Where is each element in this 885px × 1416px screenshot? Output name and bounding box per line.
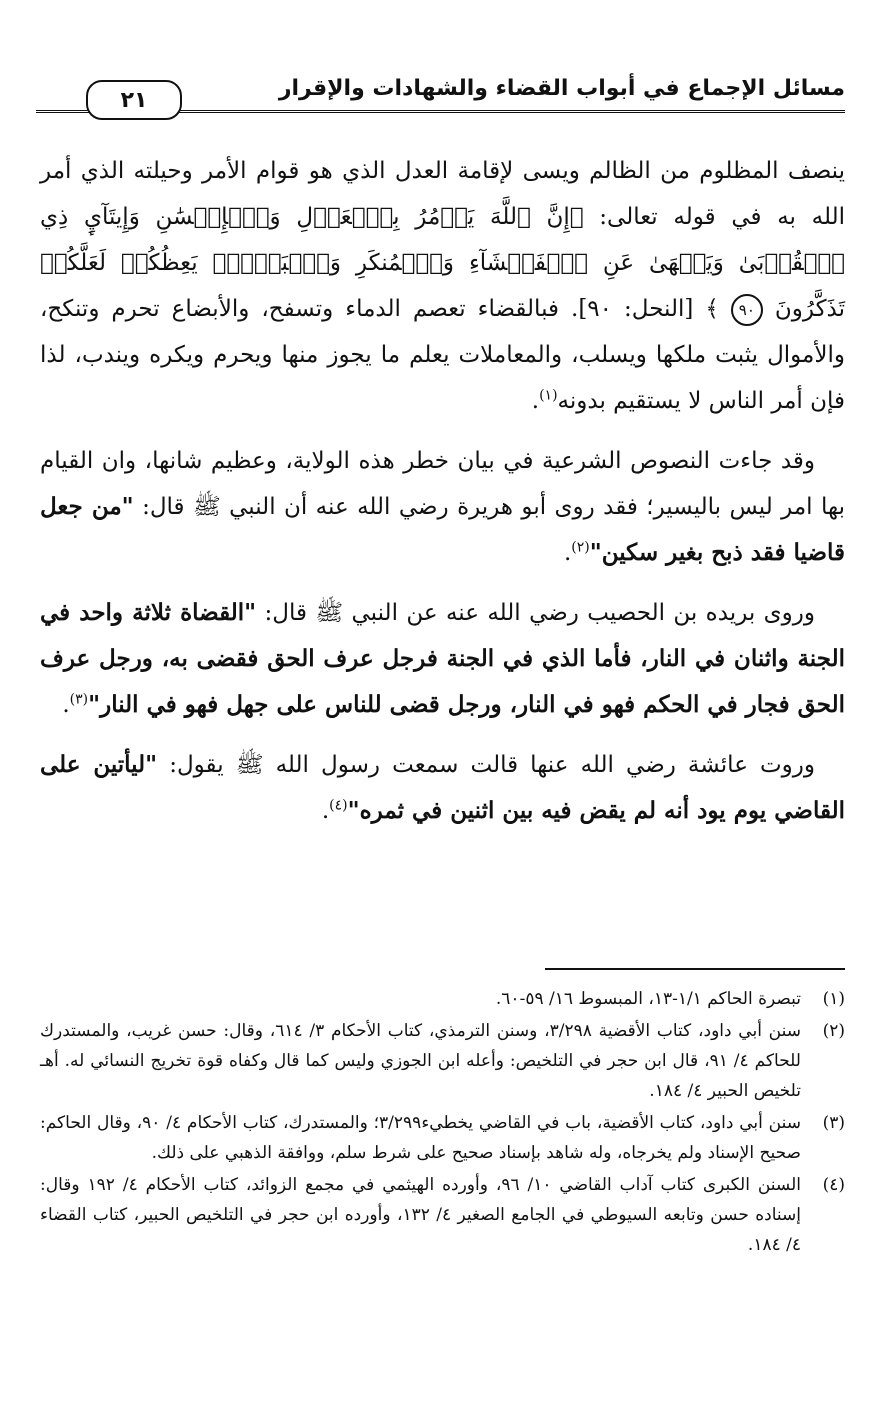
ayah-number-marker: ٩٠ bbox=[731, 294, 763, 326]
footnote-ref-1: (١) bbox=[539, 387, 558, 404]
paragraph-1-text: ينصف المظلوم من الظالم ويسى لإقامة العدل الذي هو قوام الأمر وحيلته الذي أمر الله به في قوله تعالى: ﴿إِنَّ ٱللَّهَ يَأۡمُرُ بِٱلۡعَدۡلِ وَٱلۡإِحۡسَٰنِ وَإِيتَآيِٕ ذِي ٱلۡقُرۡبَىٰ وَيَنۡهَىٰ عَنِ ٱلۡفَحۡشَآءِ وَٱلۡمُنكَرِ وَٱلۡبَغۡيِۚ يَعِظُكُمۡ لَعَلَّكُمۡ تَذَكَّرُونَ bbox=[40, 158, 845, 322]
hadith-quote-1: "من جعل قاضيا فقد ذبح بغير سكين" bbox=[40, 493, 845, 566]
footnote-text: تبصرة الحاكم ١/١-١٣، المبسوط ١٦/ ٥٩-٦٠. bbox=[495, 989, 801, 1009]
running-title: مسائل الإجماع في أبواب القضاء والشهادات والإقرار bbox=[278, 76, 845, 101]
hadith-quote-3: "ليأتين على القاضي يوم يود أنه لم يقض فيه بين اثنين في ثمره" bbox=[40, 751, 845, 824]
footnote-item bbox=[40, 1170, 845, 1260]
footnote-ref-2: (٢) bbox=[571, 539, 590, 556]
footnote-number: (١) bbox=[822, 989, 845, 1009]
paragraph-4-text: وروت عائشة رضي الله عنها قالت سمعت رسول الله ﷺ يقول: bbox=[157, 752, 815, 778]
hadith-quote-2: "القضاة ثلاثة واحد في الجنة واثنان في النار، فأما الذي في الجنة فرجل عرف الحق فقضى به، ورجل عرف الحق فجار في الحكم فهو في النار، ورجل قضى للناس على جهل فهو في النار" bbox=[40, 599, 845, 718]
footnote-separator bbox=[545, 968, 845, 970]
footnote-item bbox=[40, 984, 845, 1014]
paragraph-2: وقد جاءت النصوص الشرعية في بيان خطر هذه الولاية، وعظيم شانها، وان القيام بها امر ليس باليسير؛ فقد روى أبو هريرة رضي الله عنه أن النبي ﷺ قال: "من جعل قاضيا فقد ذبح بغير سكين"$^{(٢)}$. bbox=[40, 448, 845, 566]
footnote-text: السنن الكبرى كتاب آداب القاضي ١٠/ ٩٦، وأورده الهيثمي في مجمع الزوائد، كتاب الأحكام ٤/ ١٩٢ وقال: إسناده حسن وتابعه السيوطي في الجامع الصغير ٤/ ١٣٢، وأورده ابن حجر في التلخيص الحبير، كتاب القضاء ٤/ ١٨٤. bbox=[40, 1175, 802, 1255]
footnote-number: (٤) bbox=[822, 1175, 845, 1195]
footnote-text: سنن أبي داود، كتاب الأقضية، باب في القاضي يخطيء٣/٢٩٩؛ والمستدرك، كتاب الأحكام ٤/ ٩٠، وقال الحاكم: صحيح الإسناد ولم يخرجاه، وله شاهد بإسناد صحيح على شرط سلم، ووافقة الذهبي على ذلك. bbox=[40, 1113, 801, 1163]
paragraph-1: ينصف المظلوم من الظالم ويسى لإقامة العدل الذي هو قوام الأمر وحيلته الذي أمر الله به في قوله تعالى: ﴿إِنَّ ٱللَّهَ يَأۡمُرُ بِٱلۡعَدۡلِ وَٱلۡإِحۡسَٰنِ وَإِيتَآيِٕ ذِي ٱلۡقُرۡبَىٰ وَيَنۡهَىٰ عَنِ ٱلۡفَحۡشَآءِ وَٱلۡمُنكَرِ وَٱلۡبَغۡيِۚ يَعِظُكُمۡ لَعَلَّكُمۡ تَذَكَّرُونَ ٩٠ ﴾ [النحل: ٩٠]. فبالقضاء تعصم الدماء وتسفح، والأبضاع تحرم وتنكح، والأموال يثبت ملكها ويسلب، والمعاملات يعلم ما يجوز منها ويحرم ويكره ويندب، لذا فإن أمر الناس لا يستقيم بدونه$^{(١)}$. bbox=[40, 158, 845, 414]
footnote-ref-4: (٤) bbox=[329, 797, 348, 814]
footnote-number: (٣) bbox=[822, 1113, 845, 1133]
paragraph-2-text: وقد جاءت النصوص الشرعية في بيان خطر هذه الولاية، وعظيم شانها، وان القيام بها امر ليس باليسير؛ فقد روى أبو هريرة رضي الله عنه أن النبي ﷺ قال: bbox=[40, 448, 845, 520]
footnote-ref-3: (٣) bbox=[69, 691, 89, 708]
paragraph-3-text: وروى بريده بن الحصيب رضي الله عنه عن النبي ﷺ قال: bbox=[256, 600, 815, 626]
paragraph-3: وروى بريده بن الحصيب رضي الله عنه عن النبي ﷺ قال: "القضاة ثلاثة واحد في الجنة واثنان في النار، فأما الذي في الجنة فرجل عرف الحق فقضى به، ورجل عرف الحق فجار في الحكم فهو في النار، ورجل قضى للناس على جهل فهو في النار"$^{(٣)}$. bbox=[40, 599, 845, 718]
page-header bbox=[36, 70, 845, 130]
footnote-number: (٢) bbox=[822, 1021, 845, 1041]
footnotes bbox=[40, 984, 845, 1262]
footnote-item bbox=[40, 1108, 845, 1168]
footnote-item bbox=[40, 1016, 845, 1106]
main-text bbox=[40, 148, 845, 848]
footnote-text: سنن أبي داود، كتاب الأقضية ٣/٢٩٨، وسنن الترمذي، كتاب الأحكام ٣/ ٦١٤، وقال: حسن غريب، والمستدرك للحاكم ٤/ ٩١، قال ابن حجر في التلخيص: وأعله ابن الجوزي وليس كما قال وكفاه قوة تخريج النسائي له. أهـ تلخيص الحبير ٤/ ١٨٤. bbox=[40, 1021, 801, 1101]
paragraph-4: وروت عائشة رضي الله عنها قالت سمعت رسول الله ﷺ يقول: "ليأتين على القاضي يوم يود أنه لم يقض فيه بين اثنين في ثمره"$^{(٤)}$. bbox=[40, 751, 845, 824]
page-number: ٢١ bbox=[86, 80, 182, 120]
paragraph-1-text-cont: ﴾ [النحل: ٩٠]. فبالقضاء تعصم الدماء وتسفح، والأبضاع تحرم وتنكح، والأموال يثبت ملكها ويسلب، والمعاملات يعلم ما يجوز منها ويحرم ويكره ويندب، لذا فإن أمر الناس لا يستقيم بدونه bbox=[40, 296, 845, 414]
